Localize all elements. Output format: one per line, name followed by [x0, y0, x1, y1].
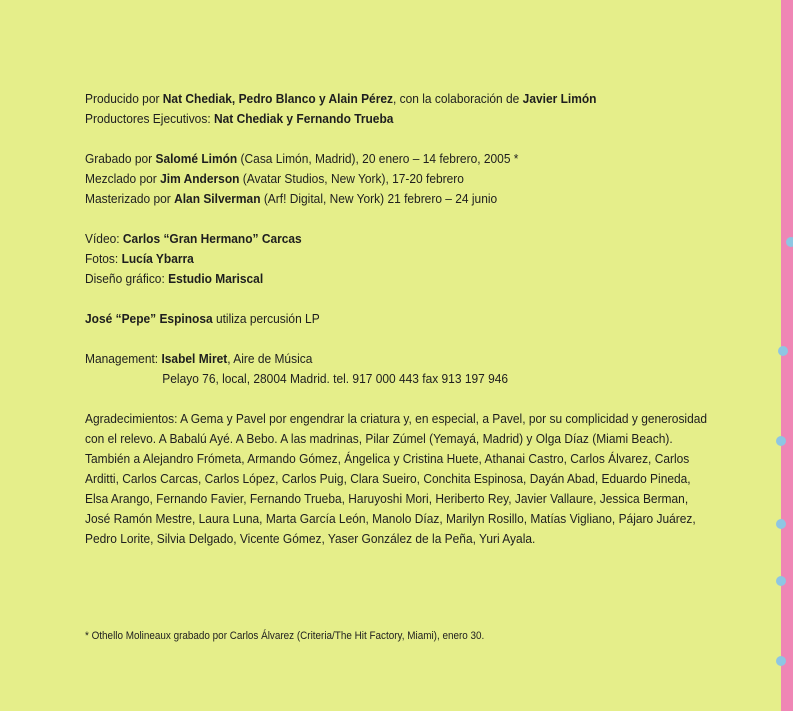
design-label: Diseño gráfico:: [85, 271, 169, 286]
decorative-dot: [776, 436, 786, 446]
photos-line: [85, 249, 674, 269]
mixed-details: (Avatar Studios, New York), 17-20 febrero: [239, 171, 464, 186]
percussion-line: [85, 309, 674, 329]
mastered-details: (Arf! Digital, New York) 21 febrero – 24 junio: [260, 191, 498, 206]
mastered-label: Masterizado por: [85, 191, 175, 206]
collaborator-name: Javier Limón: [522, 91, 597, 106]
produced-line: [85, 89, 674, 109]
producers-names: Nat Chediak, Pedro Blanco y Alain Pérez: [162, 91, 393, 106]
management-name: Isabel Miret: [161, 351, 228, 366]
design-name: Estudio Mariscal: [168, 271, 264, 286]
footnote: * Othello Molineaux grabado por Carlos Álvarez (Criteria/The Hit Factory, Miami), enero 30.: [85, 630, 485, 642]
exec-names: Nat Chediak y Fernando Trueba: [213, 111, 394, 126]
video-line: [85, 229, 674, 249]
mastered-line: [85, 189, 674, 209]
management-label: Management:: [85, 351, 162, 366]
decorative-dot: [776, 656, 786, 666]
recorded-name: Salomé Limón: [155, 151, 238, 166]
management-company: , Aire de Música: [227, 351, 313, 366]
decorative-dot: [778, 346, 788, 356]
decorative-dot: [776, 519, 786, 529]
credits-block: [85, 89, 708, 549]
photos-name: Lucía Ybarra: [121, 251, 194, 266]
exec-label: Productores Ejecutivos:: [85, 111, 214, 126]
decorative-dot: [786, 237, 793, 247]
produced-label: Producido por: [85, 91, 163, 106]
recorded-details: (Casa Limón, Madrid), 20 enero – 14 febrero, 2005 *: [237, 151, 519, 166]
collab-label: , con la colaboración de: [392, 91, 523, 106]
management-line: [85, 349, 674, 369]
mastered-name: Alan Silverman: [174, 191, 261, 206]
management-address: Pelayo 76, local, 28004 Madrid. tel. 917 000 443 fax 913 197 946: [162, 371, 509, 386]
recorded-line: [85, 149, 674, 169]
exec-producers-line: [85, 109, 674, 129]
mixed-line: [85, 169, 674, 189]
mixed-name: Jim Anderson: [160, 171, 240, 186]
design-line: [85, 269, 674, 289]
mixed-label: Mezclado por: [85, 171, 161, 186]
photos-label: Fotos:: [85, 251, 122, 266]
percussion-name: José “Pepe” Espinosa: [85, 311, 213, 326]
decorative-dot: [776, 576, 786, 586]
video-name: Carlos “Gran Hermano” Carcas: [122, 231, 302, 246]
percussion-details: utiliza percusión LP: [212, 311, 320, 326]
recorded-label: Grabado por: [85, 151, 156, 166]
acknowledgements-paragraph: Agradecimientos: A Gema y Pavel por engendrar la criatura y, en especial, a Pavel, por su complicidad y generosidad con el relevo. A Babalú Ayé. A Bebo. A las madrinas, Pilar Zúmel (Yemayá, Madrid) y Olga Díaz (Miami Beach). También a Alejandro Frómeta, Armando Gómez, Ángelica y Cristina Huete, Athanai Castro, Carlos Álvarez, Carlos Arditti, Carlos Carcas, Carlos López, Carlos Puig, Clara Sueiro, Conchita Espinosa, Dayán Abad, Eduardo Pineda, Elsa Arango, Fernando Favier, Fernando Trueba, Haruyoshi Mori, Heriberto Rey, Javier Vallaure, Jessica Berman, José Ramón Mestre, Laura Luna, Marta García León, Manolo Díaz, Marilyn Rosillo, Matías Vigliano, Pájaro Juárez, Pedro Lorite, Silvia Delgado, Vicente Gómez, Yaser González de la Peña, Yuri Ayala.: [85, 411, 708, 546]
video-label: Vídeo:: [85, 231, 123, 246]
